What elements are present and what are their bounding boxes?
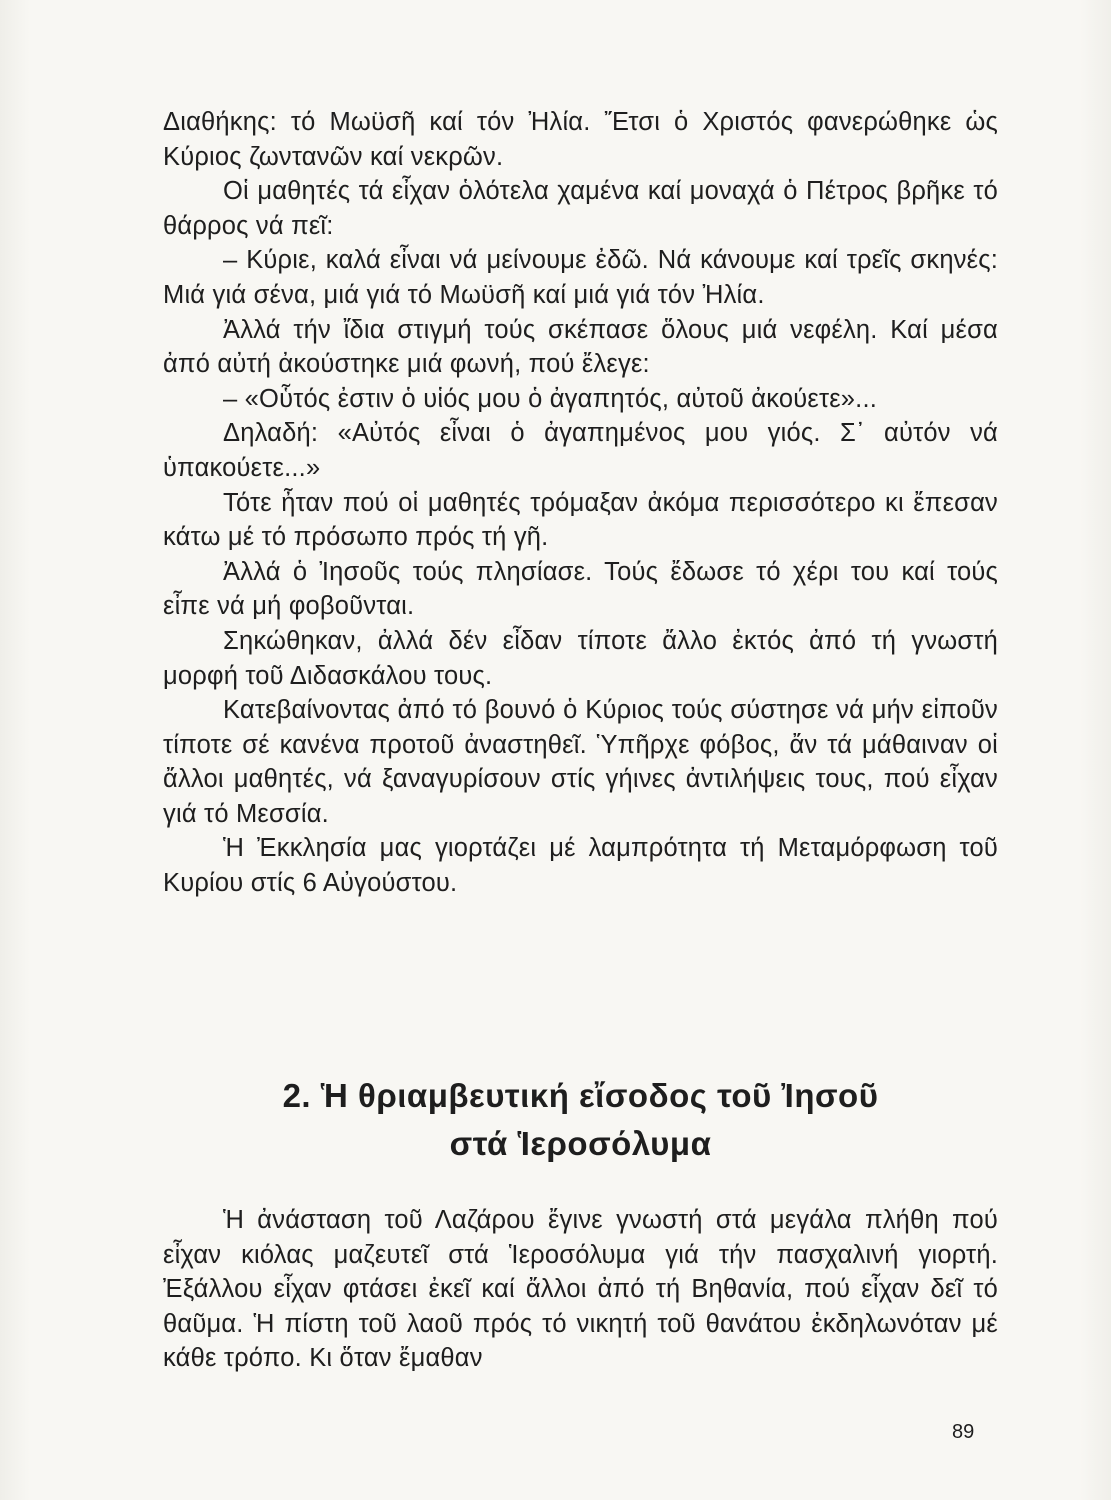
section-heading	[163, 1072, 998, 1168]
paragraph-10: Κατεβαίνοντας ἀπό τό βουνό ὁ Κύριος τούς σύστησε νά μήν εἰποῦν τίποτε σέ κανένα προτοῦ ἀναστηθεῖ. Ὑπῆρχε φόβος, ἄν τά μάθαιναν οἱ ἄλλοι μαθητές, νά ξαναγυρίσουν στίς γήινες ἀντιλήψεις τους, πού εἶχαν γιά τό Μεσσία.	[163, 696, 998, 828]
section-heading-line-1: 2. Ἡ θριαμβευτική εἴσοδος τοῦ Ἰησοῦ	[282, 1077, 879, 1114]
paragraph-7: Τότε ἦταν πού οἱ μαθητές τρόμαξαν ἀκόμα περισσότερο κι ἔπεσαν κάτω μέ τό πρόσωπο πρός τή γῆ.	[163, 488, 998, 552]
page-number: 89	[952, 1421, 975, 1443]
paragraph-3: – Κύριε, καλά εἶναι νά μείνουμε ἐδῶ. Νά κάνουμε καί τρεῖς σκηνές: Μιά γιά σένα, μιά γιά τό Μωϋσῆ καί μιά γιά τόν Ἠλία.	[163, 246, 998, 309]
paragraph-6: Δηλαδή: «Αὐτός εἶναι ὁ ἀγαπημένος μου γιός. Σ᾽ αὐτόν νά ὑπακούετε...»	[163, 419, 998, 482]
paragraph-4: Ἀλλά τήν ἴδια στιγμή τούς σκέπασε ὅλους μιά νεφέλη. Καί μέσα ἀπό αὐτή ἀκούστηκε μιά φωνή, πού ἔλεγε:	[163, 315, 998, 379]
body-text-top	[163, 105, 998, 901]
paragraph-11: Ἡ Ἐκκλησία μας γιορτάζει μέ λαμπρότητα τή Μεταμόρφωση τοῦ Κυρίου στίς 6 Αὐγούστου.	[163, 834, 998, 898]
paragraph-5: – «Οὗτός ἐστιν ὁ υἱός μου ὁ ἀγαπητός, αὐτοῦ ἀκούετε»...	[223, 384, 878, 413]
paragraph-12: Ἡ ἀνάσταση τοῦ Λαζάρου ἔγινε γνωστή στά μεγάλα πλήθη πού εἶχαν κιόλας μαζευτεῖ στά Ἱεροσόλυμα γιά τήν πασχαλινή γιορτή. Ἐξάλλου εἶχαν φτάσει ἐκεῖ καί ἄλλοι ἀπό τή Βηθανία, πού εἶχαν δεῖ τό θαῦμα. Ἡ πίστη τοῦ λαοῦ πρός τό νικητή τοῦ θανάτου ἐκδηλωνόταν μέ κάθε τρόπο. Κι ὅταν ἔμαθαν	[163, 1206, 998, 1373]
paragraph-2: Οἱ μαθητές τά εἶχαν ὁλότελα χαμένα καί μοναχά ὁ Πέτρος βρῆκε τό θάρρος νά πεῖ:	[163, 177, 998, 240]
section-heading-line-2: στά Ἱεροσόλυμα	[449, 1125, 712, 1162]
paragraph-9: Σηκώθηκαν, ἀλλά δέν εἶδαν τίποτε ἄλλο ἐκτός ἀπό τή γνωστή μορφή τοῦ Διδασκάλου τους.	[163, 626, 998, 690]
paragraph-1: Διαθήκης: τό Μωϋσῆ καί τόν Ἠλία. Ἔτσι ὁ Χριστός φανερώθηκε ὡς Κύριος ζωντανῶν καί νεκρῶν.	[163, 108, 998, 171]
paragraph-8: Ἀλλά ὁ Ἰησοῦς τούς πλησίασε. Τούς ἔδωσε τό χέρι του καί τούς εἶπε νά μή φοβοῦνται.	[163, 557, 998, 621]
body-text-bottom	[163, 1203, 998, 1376]
